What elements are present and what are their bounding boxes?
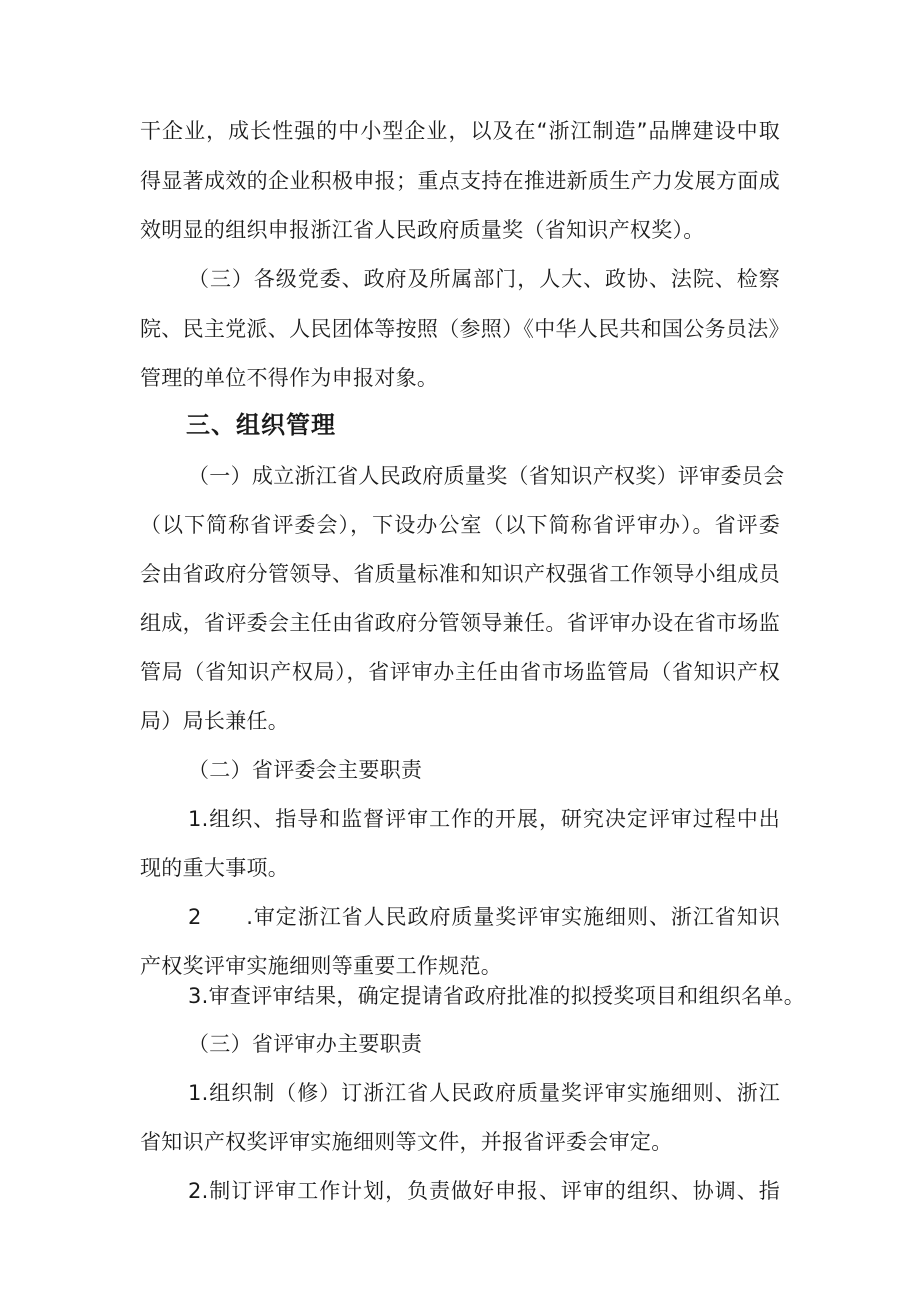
list-item-line: 2 .审定浙江省人民政府质量奖评审实施细则、浙江省知识 [188,905,780,929]
body-line: 管理的单位不得作为申报对象。 [140,366,439,390]
list-item-line: 3.审查评审结果，确定提请省政府批准的拟授奖项目和组织名单。 [188,984,806,1008]
body-line: 省知识产权奖评审实施细则等文件，并报省评委会审定。 [140,1130,673,1154]
list-item-line: 1.组织、指导和监督评审工作的开展，研究决定评审过程中出 [188,807,780,831]
section-heading: 三、组织管理 [186,411,336,439]
body-line: 效明显的组织申报浙江省人民政府质量奖（省知识产权奖）。 [140,218,705,242]
subsection-title: （三）省评审办主要职责 [188,1032,423,1056]
body-line: 会由省政府分管领导、省质量标准和知识产权强省工作领导小组成员 [140,562,780,586]
paragraph-start-line: （三）各级党委、政府及所属部门，人大、政协、法院、检察 [188,267,780,291]
body-line: 管局（省知识产权局），省评审办主任由省市场监管局（省知识产权 [140,660,780,684]
list-item-line: 2.制订评审工作计划，负责做好申报、评审的组织、协调、指 [188,1179,780,1203]
body-line: 现的重大事项。 [140,856,290,880]
body-line: 得显著成效的企业积极申报；重点支持在推进新质生产力发展方面成 [140,169,780,193]
body-line: （以下简称省评委会），下设办公室（以下简称省评审办）。省评委 [140,513,780,537]
body-line: 组成，省评委会主任由省政府分管领导兼任。省评审办设在省市场监 [140,611,780,635]
body-line: 院、民主党派、人民团体等按照（参照）《中华人民共和国公务员法》 [140,317,790,341]
paragraph-start-line: （一）成立浙江省人民政府质量奖（省知识产权奖）评审委员会 [188,464,785,488]
body-line: 局）局长兼任。 [140,709,290,733]
subsection-title: （二）省评委会主要职责 [188,758,423,782]
list-item-line: 1.组织制（修）订浙江省人民政府质量奖评审实施细则、浙江 [188,1081,780,1105]
body-line: 产权奖评审实施细则等重要工作规范。 [140,954,503,978]
body-line: 干企业，成长性强的中小型企业，以及在“浙江制造”品牌建设中取 [140,119,780,143]
